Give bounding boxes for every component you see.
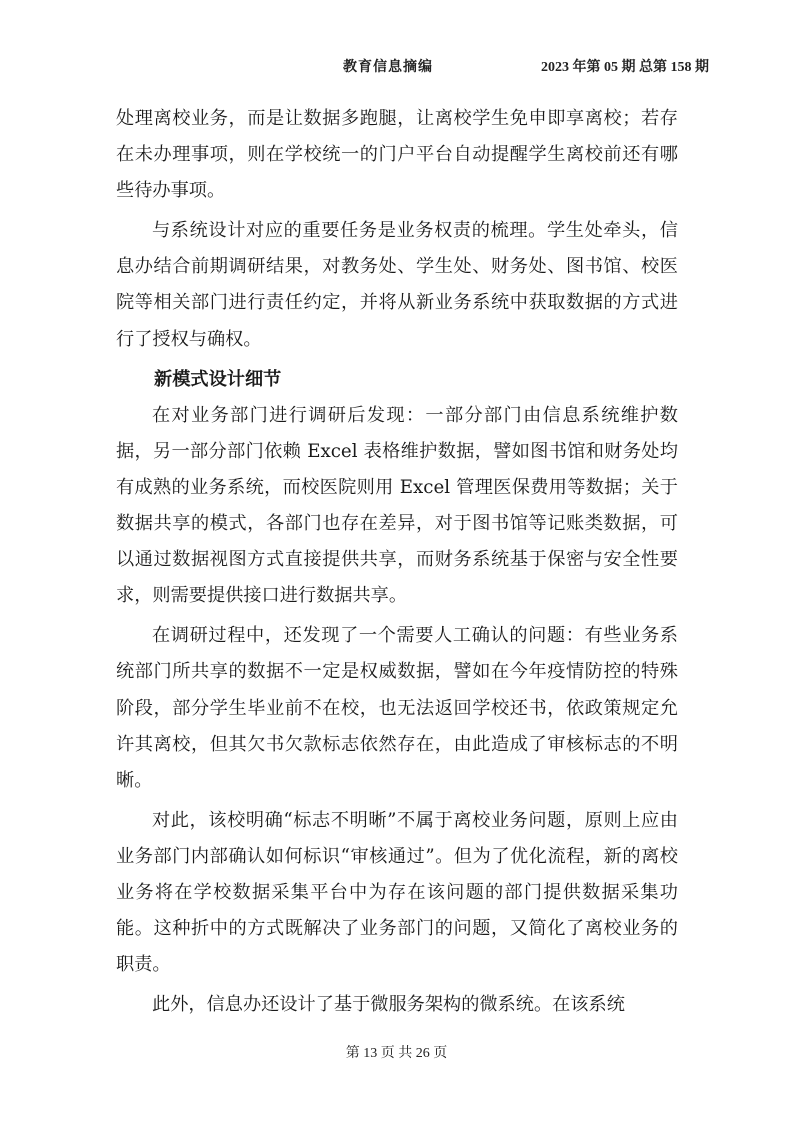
article-body — [116, 101, 678, 1023]
paragraph-manual-confirmation: 在调研过程中，还发现了一个需要人工确认的问题：有些业务系统部门所共享的数据不一定是权威数据，譬如在今年疫情防控的特殊阶段，部分学生毕业前不在校，也无法返回学校还书，依政策规定允许其离校，但其欠书欠款标志依然存在，由此造成了审核标志的不明晰。 — [116, 625, 678, 791]
page-number: 第 13 页 共 26 页 — [345, 1046, 448, 1061]
section-heading: 新模式设计细节 — [154, 368, 282, 390]
journal-name: 教育信息摘编 — [343, 60, 433, 75]
paragraph-research-findings: 在对业务部门进行调研后发现：一部分部门由信息系统维护数据，另一部分部门依赖 Excel 表格维护数据，譬如图书馆和财务处均有成熟的业务系统，而校医院则用 Excel 管理医保费用等数据；关于数据共享的模式，各部门也存在差异，对于图书馆等记账类数据，可以通过数据视图方式直接提供共享，而财务系统基于保密与安全性要求，则需要提供接口进行数据共享。 — [116, 404, 678, 607]
page-header — [0, 56, 793, 80]
paragraph-microservice: 此外，信息办还设计了基于微服务架构的微系统。在该系统 — [152, 994, 625, 1016]
paragraph-resolution: 对此，该校明确“标志不明晰”不属于离校业务问题，原则上应由业务部门内部确认如何标识“审核通过”。但为了优化流程，新的离校业务将在学校数据采集平台中为存在该问题的部门提供数据采集功能。这种折中的方式既解决了业务部门的问题，又简化了离校业务的职责。 — [116, 809, 678, 976]
paragraph-responsibilities: 与系统设计对应的重要任务是业务权责的梳理。学生处牵头，信息办结合前期调研结果，对教务处、学生处、财务处、图书馆、校医院等相关部门进行责任约定，并将从新业务系统中获取数据的方式进行了授权与确权。 — [116, 220, 678, 350]
paragraph-continuation: 处理离校业务，而是让数据多跑腿，让离校学生免申即享离校；若存在未办理事项，则在学校统一的门户平台自动提醒学生离校前还有哪些待办事项。 — [116, 108, 678, 202]
issue-info: 2023 年第 05 期 总第 158 期 — [541, 60, 709, 75]
page-footer — [0, 1044, 793, 1064]
